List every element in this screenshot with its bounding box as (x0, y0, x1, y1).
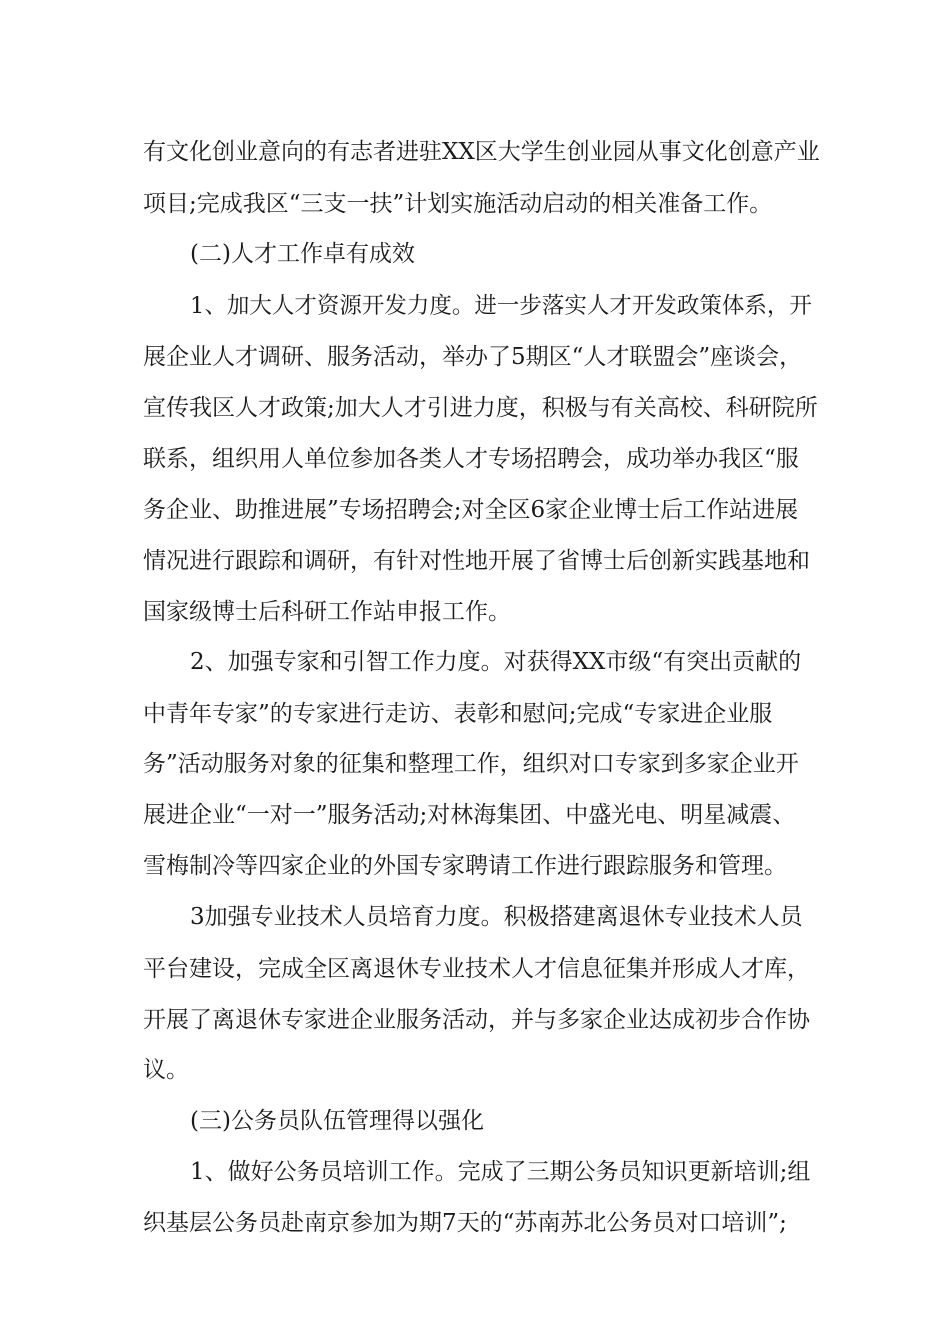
text-line: 1、加大人才资源开发力度。进一步落实人才开发政策体系，开 (190, 293, 812, 319)
text-line: 议。 (143, 1057, 189, 1083)
text-line: 展企业人才调研、服务活动，举办了5期区“人才联盟会”座谈会， (143, 344, 803, 370)
text-line: 中青年专家”的专家进行走访、表彰和慰问;完成“专家进企业服 (143, 701, 773, 727)
text-line: 国家级博士后科研工作站申报工作。 (143, 599, 511, 625)
text-line: 展进企业“一对一”服务活动;对林海集团、中盛光电、明星减震、 (143, 802, 796, 828)
text-line: 宣传我区人才政策;加大人才引进力度，积极与有关高校、科研院所 (143, 395, 818, 421)
text-line: 联系，组织用人单位参加各类人才专场招聘会，成功举办我区“服 (143, 446, 799, 472)
text-line: 雪梅制冷等四家企业的外国专家聘请工作进行跟踪服务和管理。 (143, 853, 787, 879)
section-heading: (三)公务员队伍管理得以强化 (190, 1108, 484, 1134)
text-line: 项目;完成我区“三支一扶”计划实施活动启动的相关准备工作。 (143, 191, 773, 217)
text-line: 开展了离退休专家进企业服务活动，并与多家企业达成初步合作协 (143, 1007, 810, 1033)
text-line: 平台建设，完成全区离退休专业技术人才信息征集并形成人才库， (143, 956, 810, 982)
text-line: 情况进行跟踪和调研，有针对性地开展了省博士后创新实践基地和 (143, 548, 810, 574)
section-heading: (二)人才工作卓有成效 (190, 241, 415, 267)
text-line: 2、加强专家和引智工作力度。对获得XX市级“有突出贡献的 (190, 649, 802, 675)
text-line: 3加强专业技术人员培育力度。积极搭建离退休专业技术人员 (190, 904, 803, 930)
text-line: 织基层公务员赴南京参加为期7天的“苏南苏北公务员对口培训”; (143, 1210, 787, 1236)
text-line: 1、做好公务员培训工作。完成了三期公务员知识更新培训;组 (190, 1159, 811, 1185)
text-line: 务”活动服务对象的征集和整理工作，组织对口专家到多家企业开 (143, 751, 799, 777)
text-line: 有文化创业意向的有志者进驻XX区大学生创业园从事文化创意产业 (143, 139, 820, 165)
text-line: 务企业、助推进展”专场招聘会;对全区6家企业博士后工作站进展 (143, 497, 799, 523)
